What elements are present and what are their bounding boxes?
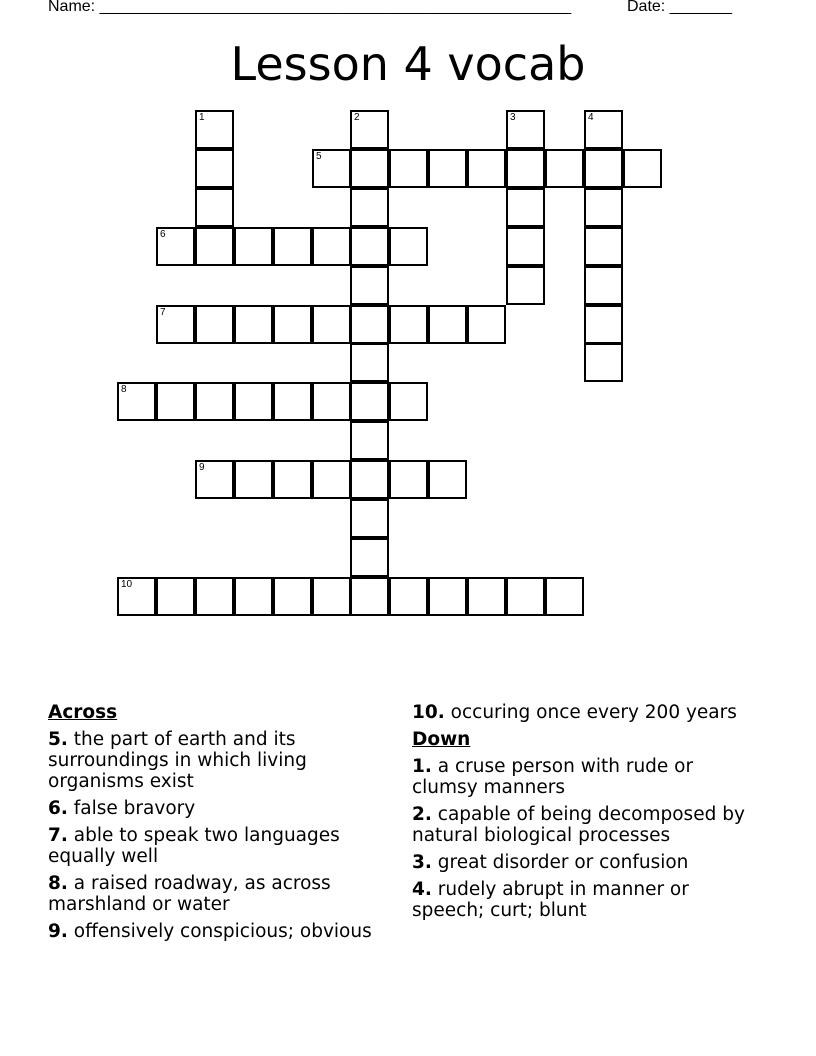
- crossword-cell: [350, 305, 389, 344]
- clue-number-label: 10: [121, 579, 133, 590]
- crossword-cell: [389, 382, 428, 421]
- crossword-cell: [428, 577, 467, 616]
- crossword-cell: [350, 460, 389, 499]
- clue-text: the part of earth and its surroundings in which living organisms exist: [48, 729, 307, 792]
- clue-text: able to speak two languages equally well: [48, 825, 340, 867]
- clue-number-label: 2: [354, 112, 360, 123]
- clue-number: 1.: [412, 756, 432, 777]
- crossword-cell: [117, 382, 156, 421]
- clue-number: 8.: [48, 873, 68, 894]
- clue-text: great disorder or confusion: [437, 852, 689, 873]
- clue-number-label: 7: [160, 307, 166, 318]
- crossword-cell: [350, 149, 389, 188]
- crossword-cell: [312, 227, 351, 266]
- crossword-cell: [195, 460, 234, 499]
- clue-across-10: [412, 702, 757, 723]
- crossword-cell: [350, 266, 389, 305]
- clue-number-label: 4: [588, 112, 594, 123]
- crossword-cell: [195, 305, 234, 344]
- crossword-cell: [350, 421, 389, 460]
- crossword-cell: [234, 305, 273, 344]
- crossword-cell: [195, 149, 234, 188]
- crossword-cell: [234, 577, 273, 616]
- crossword-cell: [389, 577, 428, 616]
- crossword-cell: [506, 577, 545, 616]
- crossword-cell: [350, 343, 389, 382]
- crossword-cell: [428, 149, 467, 188]
- crossword-cell: [273, 305, 312, 344]
- clue-number: 2.: [412, 804, 432, 825]
- crossword-cell: [506, 188, 545, 227]
- clue-across-5: [48, 729, 393, 792]
- clue-text: rudely abrupt in manner or speech; curt; blunt: [412, 879, 689, 921]
- clue-text: capable of being decomposed by natural biological processes: [412, 804, 745, 846]
- clue-down-4: [412, 879, 757, 921]
- crossword-cell: [428, 460, 467, 499]
- crossword-cell: [234, 227, 273, 266]
- clue-number: 6.: [48, 798, 68, 819]
- crossword-cell: [273, 460, 312, 499]
- crossword-cell: [584, 188, 623, 227]
- crossword-cell: [195, 577, 234, 616]
- clue-down-1: [412, 756, 757, 798]
- clue-across-8: [48, 873, 393, 915]
- crossword-cell: [273, 227, 312, 266]
- clue-down-3: [412, 852, 757, 873]
- crossword-cell: [389, 305, 428, 344]
- down-heading: Down: [412, 729, 471, 750]
- crossword-cell: [467, 149, 506, 188]
- crossword-cell: [312, 460, 351, 499]
- crossword-cell: [195, 188, 234, 227]
- name-field: Name: _____________________________________________________: [48, 0, 572, 15]
- clue-number-label: 5: [316, 151, 322, 162]
- crossword-cell: [350, 227, 389, 266]
- crossword-cell: [584, 305, 623, 344]
- clue-text: a cruse person with rude or clumsy manners: [412, 756, 694, 798]
- clues-right-column: [412, 702, 757, 927]
- crossword-cell: [545, 149, 584, 188]
- crossword-cell: [195, 382, 234, 421]
- crossword-cell: [506, 149, 545, 188]
- clue-number: 4.: [412, 879, 432, 900]
- crossword-cell: [545, 577, 584, 616]
- clues-left-column: [48, 702, 393, 948]
- crossword-cell: [584, 149, 623, 188]
- crossword-cell: [467, 305, 506, 344]
- clue-across-9: [48, 921, 393, 942]
- clue-text: false bravory: [73, 798, 196, 819]
- crossword-cell: [156, 577, 195, 616]
- crossword-cell: [506, 227, 545, 266]
- crossword-cell: [389, 460, 428, 499]
- crossword-cell: [234, 382, 273, 421]
- crossword-cell: [350, 110, 389, 149]
- clue-number-label: 3: [510, 112, 516, 123]
- crossword-cell: [389, 227, 428, 266]
- crossword-cell: [273, 382, 312, 421]
- crossword-cell: [506, 110, 545, 149]
- crossword-cell: [234, 460, 273, 499]
- clue-number: 10.: [412, 702, 445, 723]
- crossword-cell: [584, 110, 623, 149]
- crossword-cell: [156, 227, 195, 266]
- crossword-cell: [350, 382, 389, 421]
- clue-text: occuring once every 200 years: [450, 702, 737, 723]
- crossword-cell: [195, 110, 234, 149]
- crossword-cell: [623, 149, 662, 188]
- crossword-cell: [350, 538, 389, 577]
- crossword-cell: [312, 305, 351, 344]
- clue-text: a raised roadway, as across marshland or water: [48, 873, 331, 915]
- crossword-cell: [117, 577, 156, 616]
- crossword-cell: [312, 577, 351, 616]
- clue-number-label: 1: [199, 112, 205, 123]
- crossword-cell: [312, 382, 351, 421]
- crossword-cell: [350, 577, 389, 616]
- crossword-cell: [584, 343, 623, 382]
- clue-number-label: 9: [199, 462, 205, 473]
- crossword-cell: [350, 499, 389, 538]
- crossword-cell: [506, 266, 545, 305]
- clue-down-2: [412, 804, 757, 846]
- crossword-cell: [584, 227, 623, 266]
- crossword-cell: [312, 149, 351, 188]
- crossword-cell: [156, 382, 195, 421]
- clue-across-7: [48, 825, 393, 867]
- crossword-cell: [195, 227, 234, 266]
- clue-across-6: [48, 798, 393, 819]
- crossword-cell: [584, 266, 623, 305]
- clue-text: offensively conspicious; obvious: [73, 921, 372, 942]
- crossword-cell: [156, 305, 195, 344]
- date-field: Date: _______: [627, 0, 732, 15]
- crossword-cell: [273, 577, 312, 616]
- clue-number: 3.: [412, 852, 432, 873]
- across-heading: Across: [48, 702, 118, 723]
- clue-number: 9.: [48, 921, 68, 942]
- clue-number: 5.: [48, 729, 68, 750]
- crossword-cell: [467, 577, 506, 616]
- crossword-cell: [428, 305, 467, 344]
- clue-number-label: 6: [160, 229, 166, 240]
- page-title: Lesson 4 vocab: [230, 37, 586, 91]
- clue-number-label: 8: [121, 384, 127, 395]
- crossword-cell: [389, 149, 428, 188]
- crossword-cell: [350, 188, 389, 227]
- clue-number: 7.: [48, 825, 68, 846]
